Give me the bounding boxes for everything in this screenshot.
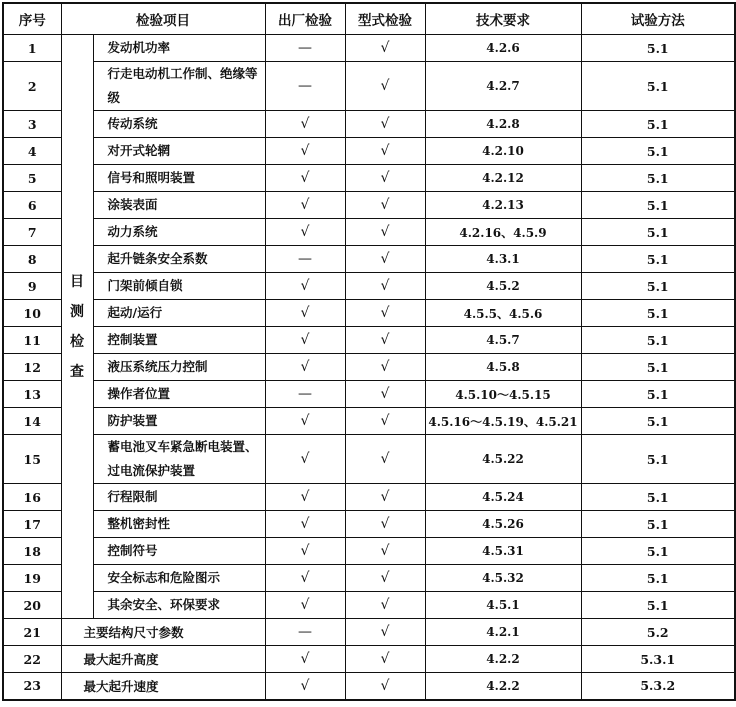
technical-requirement: 4.5.8 — [425, 354, 581, 381]
technical-requirement: 4.2.12 — [425, 165, 581, 192]
table-row — [3, 354, 735, 381]
technical-requirement: 4.5.5、4.5.6 — [425, 300, 581, 327]
technical-requirement: 4.2.8 — [425, 111, 581, 138]
technical-requirement: 4.2.10 — [425, 138, 581, 165]
table-row — [3, 592, 735, 619]
inspection-item: 防护装置 — [93, 408, 265, 435]
row-number: 9 — [3, 273, 61, 300]
table-row — [3, 138, 735, 165]
type-inspection-mark: √ — [345, 381, 425, 408]
factory-inspection-mark: √ — [265, 538, 345, 565]
type-inspection-mark: √ — [345, 192, 425, 219]
row-number: 10 — [3, 300, 61, 327]
inspection-item: 对开式轮辋 — [93, 138, 265, 165]
test-method: 5.3.2 — [581, 673, 735, 700]
row-number: 6 — [3, 192, 61, 219]
table-row — [3, 435, 735, 484]
technical-requirement: 4.5.7 — [425, 327, 581, 354]
row-number: 21 — [3, 619, 61, 646]
type-inspection-mark: √ — [345, 565, 425, 592]
factory-inspection-mark: √ — [265, 408, 345, 435]
technical-requirement: 4.5.2 — [425, 273, 581, 300]
type-inspection-mark: √ — [345, 354, 425, 381]
technical-requirement: 4.5.26 — [425, 511, 581, 538]
factory-inspection-mark: √ — [265, 354, 345, 381]
factory-inspection-mark: √ — [265, 673, 345, 700]
group-label-char: 目 — [70, 273, 84, 290]
inspection-item: 控制装置 — [93, 327, 265, 354]
header-row — [3, 3, 735, 35]
test-method: 5.1 — [581, 354, 735, 381]
factory-inspection-mark: √ — [265, 646, 345, 673]
header-factory: 出厂检验 — [265, 3, 345, 35]
type-inspection-mark: √ — [345, 619, 425, 646]
factory-inspection-mark: — — [265, 246, 345, 273]
technical-requirement: 4.5.1 — [425, 592, 581, 619]
row-number: 5 — [3, 165, 61, 192]
row-number: 3 — [3, 111, 61, 138]
header-item: 检验项目 — [61, 3, 265, 35]
test-method: 5.1 — [581, 408, 735, 435]
type-inspection-mark: √ — [345, 511, 425, 538]
test-method: 5.1 — [581, 511, 735, 538]
inspection-item: 蓄电池叉车紧急断电装置、过电流保护装置 — [93, 435, 265, 484]
group-label-char: 查 — [70, 363, 84, 380]
row-number: 1 — [3, 35, 61, 62]
technical-requirement: 4.5.24 — [425, 484, 581, 511]
header-type: 型式检验 — [345, 3, 425, 35]
factory-inspection-mark: — — [265, 381, 345, 408]
test-method: 5.1 — [581, 327, 735, 354]
test-method: 5.1 — [581, 192, 735, 219]
factory-inspection-mark: √ — [265, 484, 345, 511]
inspection-item: 操作者位置 — [93, 381, 265, 408]
technical-requirement: 4.5.32 — [425, 565, 581, 592]
inspection-item: 最大起升速度 — [61, 673, 265, 700]
inspection-item: 涂装表面 — [93, 192, 265, 219]
table-row — [3, 511, 735, 538]
type-inspection-mark: √ — [345, 246, 425, 273]
test-method: 5.1 — [581, 538, 735, 565]
inspection-item: 发动机功率 — [93, 35, 265, 62]
technical-requirement: 4.5.16～4.5.19、4.5.21 — [425, 408, 581, 435]
factory-inspection-mark: — — [265, 619, 345, 646]
technical-requirement: 4.2.2 — [425, 673, 581, 700]
header-requirement: 技术要求 — [425, 3, 581, 35]
test-method: 5.1 — [581, 165, 735, 192]
test-method: 5.3.1 — [581, 646, 735, 673]
test-method: 5.1 — [581, 484, 735, 511]
inspection-item: 动力系统 — [93, 219, 265, 246]
inspection-item: 安全标志和危险图示 — [93, 565, 265, 592]
test-method: 5.1 — [581, 246, 735, 273]
inspection-table — [2, 2, 736, 701]
factory-inspection-mark: √ — [265, 138, 345, 165]
table-row — [3, 484, 735, 511]
type-inspection-mark: √ — [345, 327, 425, 354]
inspection-item: 行程限制 — [93, 484, 265, 511]
inspection-item: 最大起升高度 — [61, 646, 265, 673]
technical-requirement: 4.2.2 — [425, 646, 581, 673]
table-body — [3, 35, 735, 700]
table-row — [3, 327, 735, 354]
inspection-item: 传动系统 — [93, 111, 265, 138]
type-inspection-mark: √ — [345, 646, 425, 673]
factory-inspection-mark: √ — [265, 219, 345, 246]
type-inspection-mark: √ — [345, 62, 425, 111]
type-inspection-mark: √ — [345, 538, 425, 565]
type-inspection-mark: √ — [345, 165, 425, 192]
inspection-item: 起升链条安全系数 — [93, 246, 265, 273]
factory-inspection-mark: √ — [265, 511, 345, 538]
inspection-item: 主要结构尺寸参数 — [61, 619, 265, 646]
test-method: 5.1 — [581, 381, 735, 408]
type-inspection-mark: √ — [345, 592, 425, 619]
factory-inspection-mark: — — [265, 35, 345, 62]
factory-inspection-mark: √ — [265, 165, 345, 192]
test-method: 5.1 — [581, 62, 735, 111]
group-label-char: 测 — [70, 303, 84, 320]
technical-requirement: 4.2.6 — [425, 35, 581, 62]
table-row — [3, 111, 735, 138]
table-row — [3, 192, 735, 219]
table-row — [3, 673, 735, 700]
technical-requirement: 4.2.16、4.5.9 — [425, 219, 581, 246]
test-method: 5.1 — [581, 565, 735, 592]
inspection-item: 行走电动机工作制、绝缘等级 — [93, 62, 265, 111]
table-row — [3, 219, 735, 246]
row-number: 13 — [3, 381, 61, 408]
factory-inspection-mark: √ — [265, 565, 345, 592]
table-row — [3, 35, 735, 62]
row-number: 17 — [3, 511, 61, 538]
factory-inspection-mark: √ — [265, 273, 345, 300]
row-number: 20 — [3, 592, 61, 619]
type-inspection-mark: √ — [345, 111, 425, 138]
table-row — [3, 62, 735, 111]
table-row — [3, 538, 735, 565]
type-inspection-mark: √ — [345, 484, 425, 511]
technical-requirement: 4.5.22 — [425, 435, 581, 484]
factory-inspection-mark: √ — [265, 435, 345, 484]
inspection-item: 信号和照明装置 — [93, 165, 265, 192]
table-row — [3, 273, 735, 300]
type-inspection-mark: √ — [345, 408, 425, 435]
test-method: 5.1 — [581, 273, 735, 300]
technical-requirement: 4.2.7 — [425, 62, 581, 111]
technical-requirement: 4.2.1 — [425, 619, 581, 646]
table-row — [3, 165, 735, 192]
row-number: 19 — [3, 565, 61, 592]
factory-inspection-mark: √ — [265, 327, 345, 354]
type-inspection-mark: √ — [345, 300, 425, 327]
inspection-item: 液压系统压力控制 — [93, 354, 265, 381]
row-number: 11 — [3, 327, 61, 354]
row-number: 7 — [3, 219, 61, 246]
test-method: 5.1 — [581, 35, 735, 62]
inspection-item: 起动/运行 — [93, 300, 265, 327]
technical-requirement: 4.2.13 — [425, 192, 581, 219]
row-number: 16 — [3, 484, 61, 511]
type-inspection-mark: √ — [345, 219, 425, 246]
factory-inspection-mark: √ — [265, 300, 345, 327]
row-number: 4 — [3, 138, 61, 165]
type-inspection-mark: √ — [345, 273, 425, 300]
factory-inspection-mark: √ — [265, 592, 345, 619]
inspection-item: 门架前倾自锁 — [93, 273, 265, 300]
row-number: 15 — [3, 435, 61, 484]
test-method: 5.1 — [581, 592, 735, 619]
type-inspection-mark: √ — [345, 35, 425, 62]
row-number: 23 — [3, 673, 61, 700]
inspection-item: 控制符号 — [93, 538, 265, 565]
technical-requirement: 4.5.31 — [425, 538, 581, 565]
table-row — [3, 246, 735, 273]
test-method: 5.1 — [581, 111, 735, 138]
group-label — [61, 35, 93, 619]
row-number: 8 — [3, 246, 61, 273]
factory-inspection-mark: — — [265, 62, 345, 111]
factory-inspection-mark: √ — [265, 111, 345, 138]
type-inspection-mark: √ — [345, 435, 425, 484]
technical-requirement: 4.3.1 — [425, 246, 581, 273]
group-label-char: 检 — [70, 333, 84, 350]
inspection-item: 整机密封性 — [93, 511, 265, 538]
type-inspection-mark: √ — [345, 138, 425, 165]
header-seq: 序号 — [3, 3, 61, 35]
row-number: 18 — [3, 538, 61, 565]
row-number: 14 — [3, 408, 61, 435]
table-row — [3, 408, 735, 435]
type-inspection-mark: √ — [345, 673, 425, 700]
table-row — [3, 300, 735, 327]
table-row — [3, 381, 735, 408]
test-method: 5.1 — [581, 300, 735, 327]
test-method: 5.1 — [581, 435, 735, 484]
row-number: 2 — [3, 62, 61, 111]
row-number: 22 — [3, 646, 61, 673]
test-method: 5.1 — [581, 219, 735, 246]
row-number: 12 — [3, 354, 61, 381]
factory-inspection-mark: √ — [265, 192, 345, 219]
header-method: 试验方法 — [581, 3, 735, 35]
technical-requirement: 4.5.10～4.5.15 — [425, 381, 581, 408]
table-row — [3, 646, 735, 673]
table-row — [3, 565, 735, 592]
test-method: 5.1 — [581, 138, 735, 165]
test-method: 5.2 — [581, 619, 735, 646]
table-row — [3, 619, 735, 646]
inspection-item: 其余安全、环保要求 — [93, 592, 265, 619]
